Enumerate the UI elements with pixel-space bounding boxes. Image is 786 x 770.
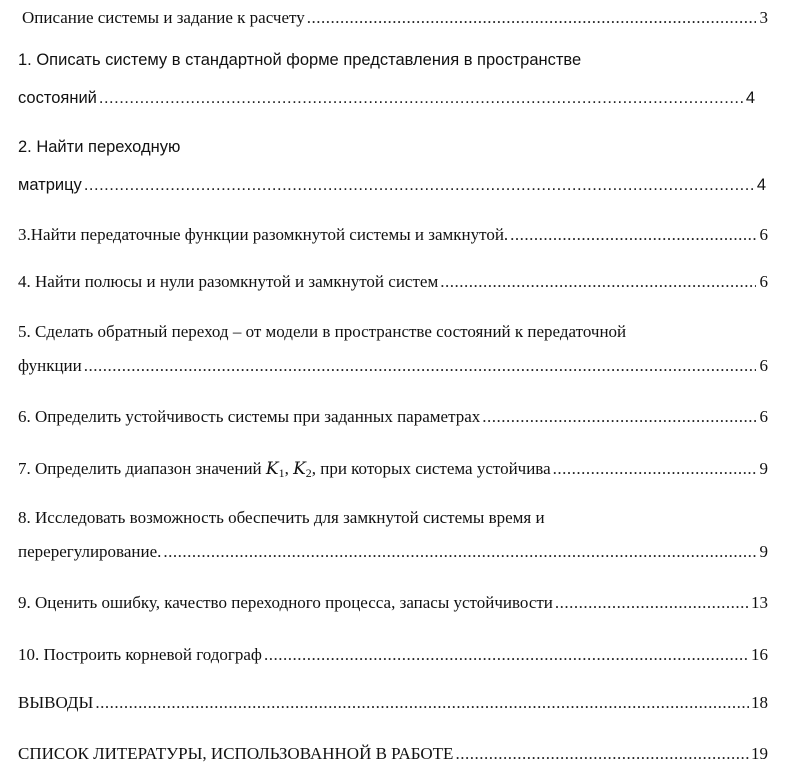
toc-entry-5-line1[interactable]: 5. Сделать обратный переход – от модели в пространстве состояний к передаточной bbox=[18, 322, 627, 341]
k1-symbol: K bbox=[265, 459, 279, 479]
toc-entry-5[interactable] bbox=[18, 354, 768, 378]
toc-page-number: 9 bbox=[759, 542, 768, 561]
toc-entry-1[interactable] bbox=[18, 86, 755, 110]
toc-page-number: 6 bbox=[759, 407, 768, 426]
toc-entry-4[interactable] bbox=[18, 270, 768, 294]
toc-entry-1-line1[interactable]: 1. Описать систему в стандартной форме представления в пространстве bbox=[18, 51, 582, 69]
dot-leader bbox=[84, 354, 756, 378]
toc-page-number: 9 bbox=[759, 459, 768, 478]
dot-leader bbox=[482, 405, 756, 429]
toc-entry-2-line1[interactable]: 2. Найти переходную bbox=[18, 138, 181, 156]
toc-page-number: 3 bbox=[759, 8, 768, 27]
toc-entry-description[interactable] bbox=[22, 6, 768, 30]
toc-entry-text: 4. Найти полюсы и нули разомкнутой и замкнутой систем bbox=[18, 272, 439, 291]
toc-entry-text bbox=[18, 457, 551, 485]
toc-page-number: 4 bbox=[745, 89, 755, 107]
toc-page-number: 13 bbox=[751, 593, 768, 612]
toc-entry-3[interactable] bbox=[18, 223, 768, 247]
dot-leader bbox=[264, 643, 749, 667]
toc-page-number: 6 bbox=[759, 356, 768, 375]
toc-entry-text: состояний bbox=[18, 89, 97, 107]
toc-entry-7-suffix: , при которых система устойчива bbox=[311, 459, 551, 478]
toc-entry-text: ВЫВОДЫ bbox=[18, 693, 94, 712]
toc-entry-text: СПИСОК ЛИТЕРАТУРЫ, ИСПОЛЬЗОВАННОЙ В РАБОТЕ bbox=[18, 744, 454, 763]
dot-leader bbox=[307, 6, 756, 30]
toc-entry-text: матрицу bbox=[18, 176, 82, 194]
dot-leader bbox=[99, 86, 743, 110]
toc-entry-text: 6. Определить устойчивость системы при заданных параметрах bbox=[18, 407, 481, 426]
toc-entry-text: 9. Оценить ошибку, качество переходного процесса, запасы устойчивости bbox=[18, 593, 553, 612]
dot-leader bbox=[555, 591, 749, 615]
dot-leader bbox=[553, 457, 756, 481]
k-separator: , bbox=[284, 459, 294, 478]
toc-entry-10[interactable] bbox=[18, 643, 768, 667]
dot-leader bbox=[163, 540, 756, 564]
toc-page-number: 4 bbox=[756, 176, 766, 194]
toc-entry-text: перерегулирование. bbox=[18, 542, 162, 561]
toc-entry-conclusions[interactable] bbox=[18, 691, 768, 715]
dot-leader bbox=[510, 223, 756, 247]
dot-leader bbox=[455, 742, 749, 766]
toc-entry-text: 10. Построить корневой годограф bbox=[18, 645, 262, 664]
dot-leader bbox=[95, 691, 749, 715]
toc-entry-7[interactable] bbox=[18, 457, 768, 481]
toc-page-number: 6 bbox=[759, 225, 768, 244]
toc-entry-8-line1[interactable]: 8. Исследовать возможность обеспечить для замкнутой системы время и bbox=[18, 508, 545, 527]
toc-entry-text: Описание системы и задание к расчету bbox=[22, 8, 305, 27]
toc-page-number: 19 bbox=[751, 744, 768, 763]
toc-entry-9[interactable] bbox=[18, 591, 768, 615]
toc-page-number: 16 bbox=[751, 645, 768, 664]
toc-entry-references[interactable] bbox=[18, 742, 768, 766]
toc-entry-text: функции bbox=[18, 356, 82, 375]
toc-entry-8[interactable] bbox=[18, 540, 768, 564]
toc-page-number: 6 bbox=[759, 272, 768, 291]
toc-entry-7-prefix: 7. Определить диапазон значений bbox=[18, 459, 266, 478]
toc-page-number: 18 bbox=[751, 693, 768, 712]
k2-subscript: 2 bbox=[305, 465, 312, 480]
dot-leader bbox=[440, 270, 756, 294]
k1-subscript: 1 bbox=[278, 465, 285, 480]
k2-symbol: K bbox=[293, 459, 306, 479]
toc-entry-6[interactable] bbox=[18, 405, 768, 429]
toc-entry-text: 3.Найти передаточные функции разомкнутой системы и замкнутой. bbox=[18, 225, 509, 244]
toc-entry-2[interactable] bbox=[18, 173, 766, 197]
dot-leader bbox=[84, 173, 754, 197]
